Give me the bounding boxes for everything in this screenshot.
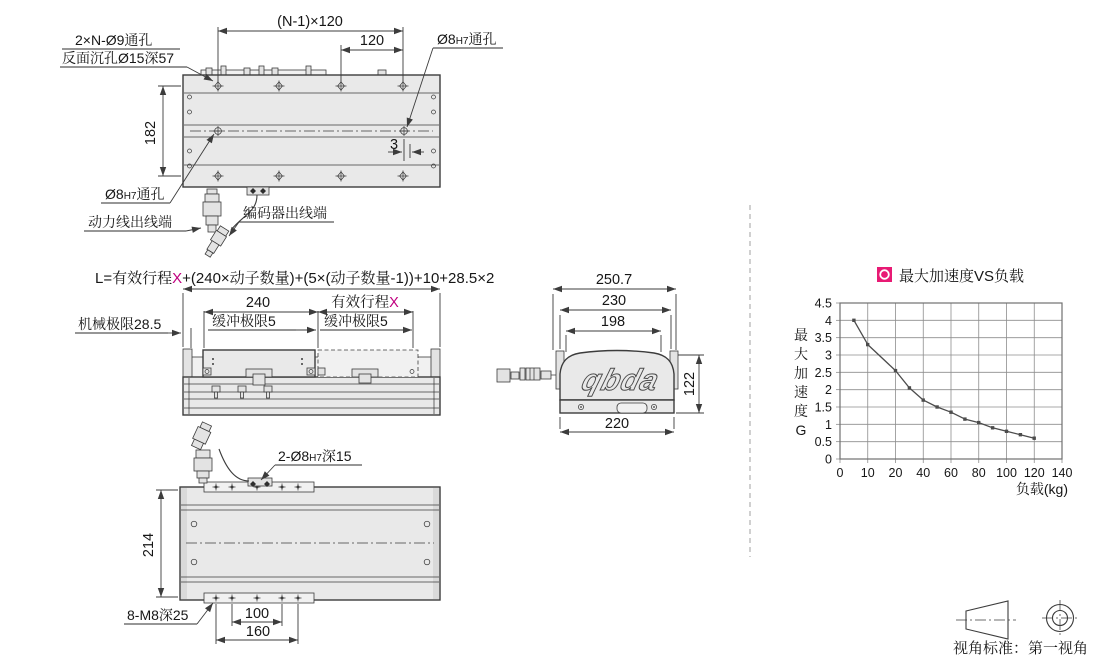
data-point	[1033, 437, 1036, 440]
pin-note-bottom: Ø8H7通孔	[105, 186, 165, 202]
effective-stroke-label: 有效行程X	[331, 295, 399, 311]
y-axis-label-char: 度	[794, 403, 808, 419]
y-tick-label: 0	[825, 452, 832, 467]
side-view-drawing	[75, 270, 494, 415]
buffer-limit-left: 缓冲极限5	[212, 313, 276, 329]
data-point	[1019, 433, 1022, 436]
acceleration-chart	[794, 267, 1072, 497]
dim-100: 100	[244, 606, 270, 622]
y-tick-label: 4.5	[814, 296, 832, 311]
y-tick-label: 1.5	[814, 400, 832, 415]
dim-250-7: 250.7	[595, 272, 633, 288]
side-connector	[497, 368, 558, 382]
top-view-drawing	[60, 14, 503, 259]
m8-note: 8-M8深25	[127, 607, 189, 623]
data-point	[991, 426, 994, 429]
mech-limit-label: 机械极限28.5	[78, 316, 162, 332]
brand-logo: qbda	[578, 363, 664, 397]
power-cable-label: 动力线出线端	[88, 214, 172, 230]
hole-note-line1: 2×N-Ø9通孔	[75, 32, 153, 48]
y-axis-label-char: 速	[794, 384, 808, 400]
x-tick-label: 80	[971, 466, 986, 480]
pin-note-bottom-view: 2-Ø8H7深15	[278, 448, 352, 464]
power-connector-bottom	[194, 450, 212, 483]
y-tick-label: 0.5	[814, 435, 832, 450]
dim-3: 3	[389, 137, 399, 153]
hole-note-line2: 反面沉孔Ø15深57	[62, 50, 175, 66]
data-point	[935, 405, 938, 408]
dim-240: 240	[245, 295, 271, 311]
projection-symbol	[953, 600, 1088, 657]
data-point	[908, 386, 911, 389]
pin-note-top: Ø8H7通孔	[437, 31, 497, 47]
power-connector	[203, 189, 221, 232]
y-axis-label-char: 最	[794, 327, 808, 343]
data-point	[963, 417, 966, 420]
dim-220: 220	[604, 416, 630, 432]
view-standard-label: 视角标准：第一视角	[953, 640, 1089, 657]
x-tick-label: 100	[996, 466, 1017, 480]
length-formula: L=有效行程X+(240×动子数量)+(5×(动子数量-1))+10+28.5×2	[95, 270, 495, 287]
data-point	[1005, 430, 1008, 433]
dim-160: 160	[245, 624, 271, 640]
x-axis-label: 负载(kg)	[1015, 481, 1068, 497]
chart-plot-area	[794, 297, 1072, 481]
x-tick-label: 60	[944, 466, 958, 480]
y-tick-label: 3.5	[814, 331, 832, 346]
stage-base-side	[183, 377, 440, 415]
end-view-drawing	[497, 272, 704, 432]
dim-pitch: (N-1)×120	[277, 14, 343, 30]
dim-182: 182	[143, 120, 159, 146]
dim-230: 230	[601, 293, 627, 309]
x-tick-label: 0	[836, 466, 844, 480]
bottom-view-drawing	[124, 421, 440, 644]
y-tick-label: 3	[825, 348, 832, 363]
x-tick-label: 10	[860, 466, 875, 480]
x-tick-label: 120	[1023, 466, 1045, 480]
x-tick-label: 40	[916, 466, 931, 480]
y-tick-label: 1	[825, 417, 832, 432]
encoder-connector	[203, 225, 230, 258]
y-axis-label-char: 加	[794, 365, 808, 381]
data-point	[852, 319, 855, 322]
y-axis-label-char: G	[795, 422, 807, 438]
data-point	[922, 398, 925, 401]
buffer-limit-right: 缓冲极限5	[324, 313, 388, 329]
data-point	[977, 421, 980, 424]
data-point	[949, 411, 952, 414]
stage-body-bottom	[180, 487, 440, 600]
dim-122: 122	[682, 371, 698, 397]
dim-214: 214	[141, 532, 157, 558]
y-axis-label-char: 大	[794, 346, 808, 362]
y-tick-label: 2.5	[814, 365, 832, 380]
x-tick-label: 140	[1051, 466, 1073, 480]
chart-title: 最大加速度VS负载	[899, 268, 1025, 285]
dim-198: 198	[600, 314, 626, 330]
dim-120: 120	[359, 33, 385, 49]
encoder-cable-bottom	[219, 449, 249, 481]
data-point	[894, 369, 897, 372]
encoder-cable-label: 编码器出线端	[243, 205, 327, 221]
data-point	[866, 343, 869, 346]
y-tick-label: 2	[825, 383, 832, 398]
x-tick-label: 20	[888, 466, 903, 480]
y-tick-label: 4	[825, 313, 832, 328]
chart-title-bullet-icon	[877, 267, 892, 282]
encoder-connector-bottom	[190, 421, 214, 450]
